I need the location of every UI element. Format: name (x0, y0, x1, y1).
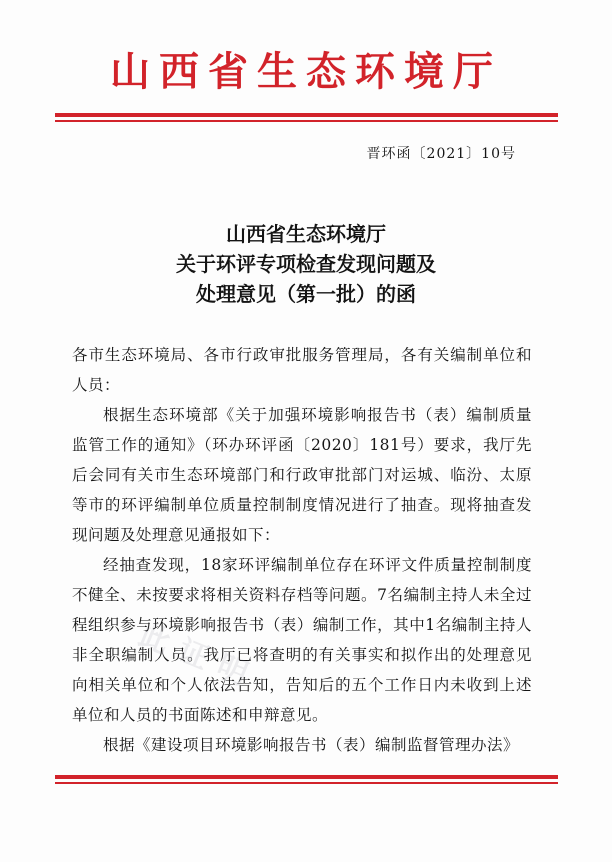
letterhead-title: 山西省生态环境厅 (110, 49, 502, 95)
document-title (0, 219, 612, 309)
document-number: 晋环函〔2021〕10号 (366, 146, 516, 162)
footer-rule-thick (55, 775, 558, 779)
watermark: 此证明 (133, 617, 264, 698)
title-line: 关于环评专项检查发现问题及 (176, 252, 436, 276)
letterhead-rule-thick (55, 113, 558, 117)
body-paragraph: 经抽查发现，18家环评编制单位存在环评文件质量控制制度不健全、未按要求将相关资料存档等问题。7名编制主持人未全过程组织参与环境影响报告书（表）编制工作，其中1名编制主持人非全职编制人员。我厅已将查明的有关事实和拟作出的处理意见向相关单位和个人依法告知，告知后的五个工作日内未收到上述单位和人员的书面陈述和申辩意见。 (72, 556, 532, 724)
title-line: 山西省生态环境厅 (226, 222, 386, 246)
document-body (72, 340, 532, 760)
body-paragraph: 根据生态环境部《关于加强环境影响报告书（表）编制质量监管工作的通知》（环办环评函〔2020〕181号）要求，我厅先后会同有关市生态环境部门和行政审批部门对运城、临汾、太原等市的环评编制单位质量控制制度情况进行了抽查。现将抽查发现问题及处理意见通报如下： (72, 406, 532, 544)
letterhead-rule-thin (55, 120, 558, 122)
footer-rule-thin (55, 782, 558, 784)
title-line: 处理意见（第一批）的函 (196, 282, 416, 306)
salutation: 各市生态环境局、各市行政审批服务管理局，各有关编制单位和人员： (72, 346, 532, 394)
body-paragraph: 根据《建设项目环境影响报告书（表）编制监督管理办法》 (103, 736, 520, 754)
